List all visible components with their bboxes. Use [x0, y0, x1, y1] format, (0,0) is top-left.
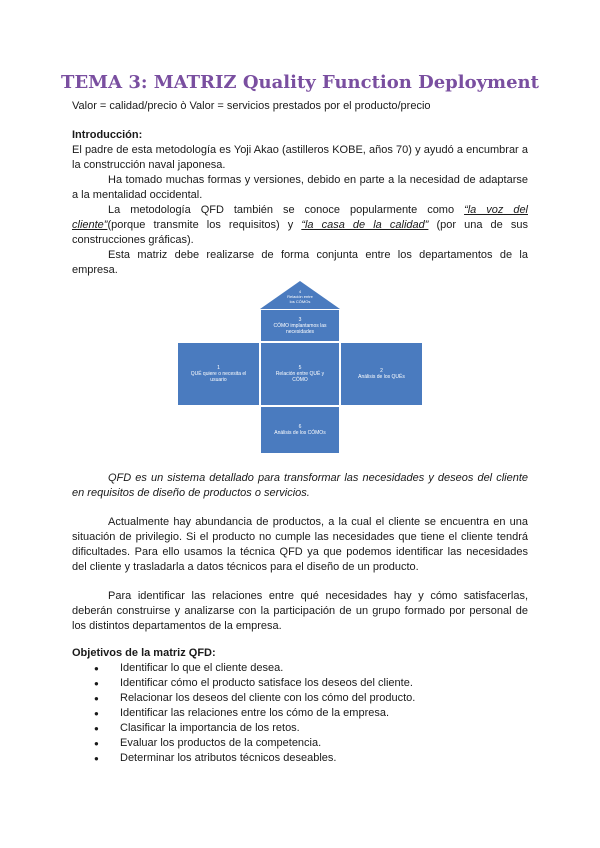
roof-label: 4 Relación entre los CÓMOs	[287, 289, 313, 304]
objective-item: ● Determinar los atributos técnicos deseables.	[108, 751, 528, 766]
qfd-definition-quote: QFD es un sistema detallado para transformar las necesidades y deseos del cliente en requisitos de diseño de productos o servicios.	[72, 472, 528, 499]
paragraph-5: Actualmente hay abundancia de productos, a la cual el cliente se encuentra en una situación de privilegio. Si el producto no cumple las necesidades que tiene el cliente tendrá dificultades. Para ello usamos la técnica QFD ya que podemos identificar las necesidades del cliente y trasladarla a datos técnicos para el diseño de un producto.	[72, 516, 528, 573]
casa-de-la-calidad-link: “la casa de la calidad”	[301, 219, 429, 231]
objective-item: ● Identificar cómo el producto satisface los deseos del cliente.	[108, 676, 528, 691]
paragraph-6: Para identificar las relaciones entre qué necesidades hay y cómo satisfacerlas, deberán construirse y analizarse con la participación de un grupo formado por personal de los distintos departamentos de la empresa.	[72, 590, 528, 632]
objectives-list	[72, 661, 528, 766]
analysis-how-box: 6 Análisis de los CÓMOs	[260, 406, 340, 454]
p3-text-c: (por una de sus construcciones gráficas).	[72, 219, 528, 246]
p3-text-a: La metodología QFD también se conoce popularmente como	[108, 204, 465, 216]
objectives-heading: Objetivos de la matriz QFD:	[72, 647, 216, 659]
how-box: 3 CÓMO implantamos las necesidades	[260, 309, 340, 342]
objective-item: ● Identificar lo que el cliente desea.	[108, 661, 528, 676]
relation-box: 5 Relación entre QUÉ y CÓMO	[260, 342, 340, 406]
intro-paragraph-4: Esta matriz debe realizarse de forma conjunta entre los departamentos de la empresa.	[72, 249, 528, 276]
analysis-what-box: 2 Análisis de los QUÉs	[340, 342, 423, 406]
page-title: TEMA 3: MATRIZ Quality Function Deployment	[61, 72, 539, 93]
value-formula: Valor = calidad/precio ò Valor = servicios prestados por el producto/precio	[72, 100, 431, 112]
intro-paragraph-1: El padre de esta metodología es Yoji Akao (astilleros KOBE, años 70) y ayudó a encumbrar a la construcción naval japonesa.	[72, 144, 528, 171]
voz-del-cliente-link: “la voz del cliente”	[72, 204, 528, 231]
p3-text-b: (porque transmite los requisitos) y	[107, 219, 302, 231]
intro-paragraph-2: Ha tomado muchas formas y versiones, debido en parte a la necesidad de adaptarse a la mentalidad occidental.	[72, 174, 528, 201]
objective-item: ● Identificar las relaciones entre los cómo de la empresa.	[108, 706, 528, 721]
objective-item: ● Relacionar los deseos del cliente con los cómo del producto.	[108, 691, 528, 706]
what-box: 1 QUÉ quiere o necesita el usuario	[177, 342, 260, 406]
intro-heading: Introducción:	[72, 129, 143, 141]
objective-item: ● Clasificar la importancia de los retos.	[108, 721, 528, 736]
objectives-list-wrapper	[72, 661, 528, 766]
objective-item: ● Evaluar los productos de la competencia.	[108, 736, 528, 751]
